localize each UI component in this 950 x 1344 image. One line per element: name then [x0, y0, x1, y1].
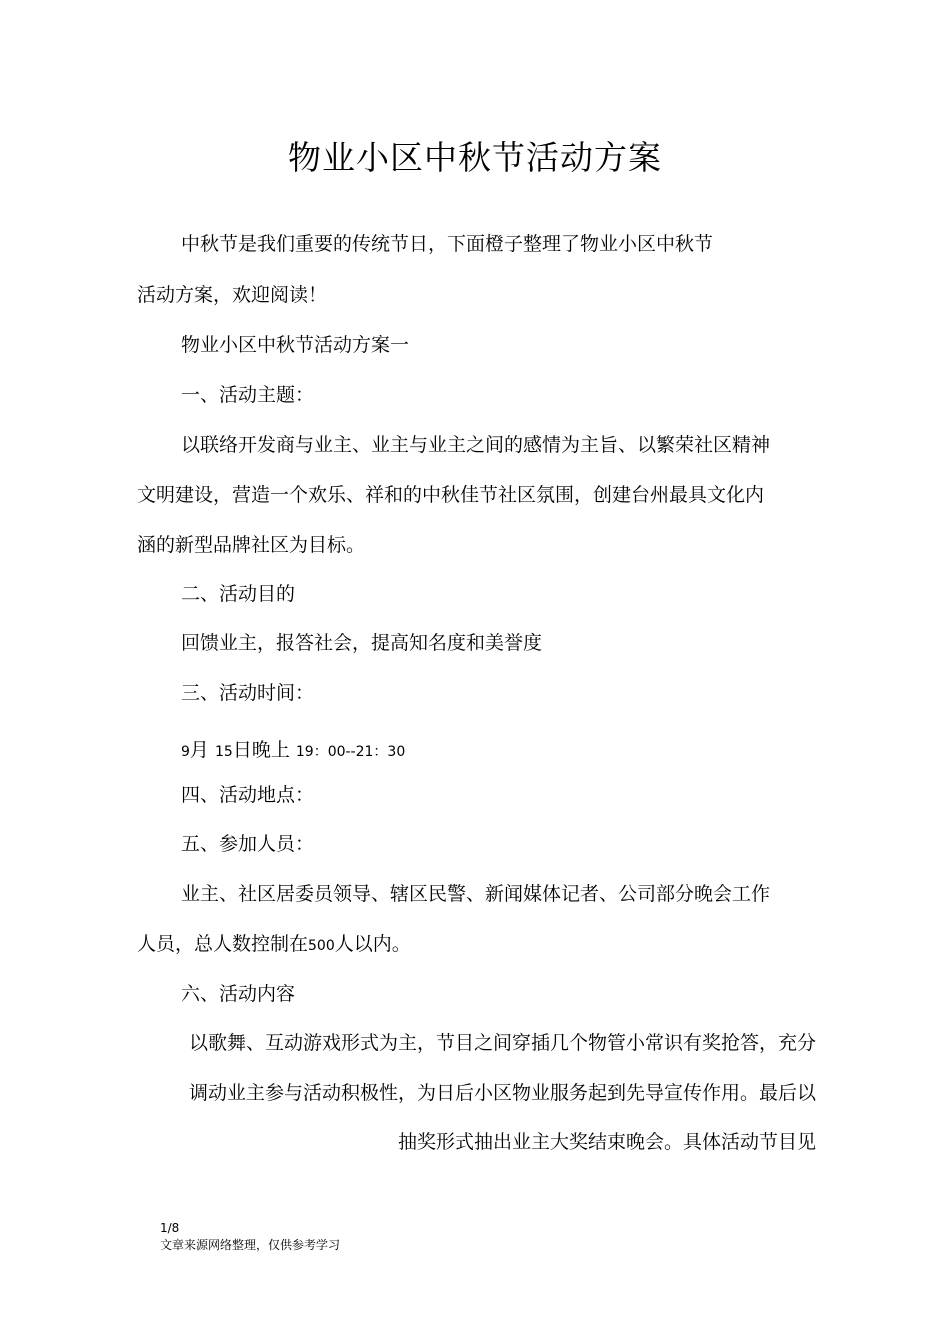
- section-5-line-2-end: 人以内。: [334, 933, 411, 955]
- time-range: 19：00--21：30: [295, 744, 406, 760]
- time-day-chars: 日晚上: [232, 739, 290, 761]
- attendee-limit-number: 500: [308, 938, 335, 954]
- document-title: 物业小区中秋节活动方案: [288, 138, 662, 177]
- section-2-heading: 二、活动目的: [181, 583, 296, 605]
- intro-line-1: 中秋节是我们重要的传统节日，下面橙子整理了物业小区中秋节: [181, 233, 714, 255]
- section-3-heading: 三、活动时间：: [181, 682, 315, 704]
- section-5-line-1: 业主、社区居委员领导、辖区民警、新闻媒体记者、公司部分晚会工作: [181, 883, 771, 905]
- section-5-line-2: [137, 932, 411, 958]
- section-6-line-1: 以歌舞、互动游戏形式为主，节目之间穿插几个物管小常识有奖抢答，充分: [188, 1032, 816, 1054]
- section-6-line-2: 调动业主参与活动积极性，为日后小区物业服务起到先导宣传作用。最后以: [188, 1082, 816, 1104]
- section-6-line-3: 抽奖形式抽出业主大奖结束晚会。具体活动节目见: [397, 1131, 816, 1153]
- plan-heading: 物业小区中秋节活动方案一: [181, 334, 410, 356]
- time-month-char: 月: [189, 739, 209, 761]
- section-2-body: 回馈业主，报答社会，提高知名度和美誉度: [181, 632, 543, 654]
- section-1-line-3: 涵的新型品牌社区为目标。: [137, 534, 366, 556]
- activity-time: [181, 738, 405, 764]
- section-6-heading: 六、活动内容: [181, 983, 296, 1005]
- intro-line-2: 活动方案，欢迎阅读！: [137, 284, 328, 306]
- section-5-line-2-start: 人员，总人数控制在: [137, 933, 309, 955]
- time-day-number: 15: [214, 744, 233, 760]
- section-5-heading: 五、参加人员：: [181, 833, 315, 855]
- section-1-heading: 一、活动主题：: [181, 384, 315, 406]
- page-number: 1/8: [160, 1221, 180, 1235]
- time-month-number: 9: [181, 744, 190, 760]
- source-note: 文章来源网络整理，仅供参考学习: [160, 1238, 341, 1252]
- section-1-line-1: 以联络开发商与业主、业主与业主之间的感情为主旨、以繁荣社区精神: [181, 434, 771, 456]
- section-1-line-2: 文明建设，营造一个欢乐、祥和的中秋佳节社区氛围，创建台州最具文化内: [137, 484, 765, 506]
- section-4-heading: 四、活动地点：: [181, 784, 315, 806]
